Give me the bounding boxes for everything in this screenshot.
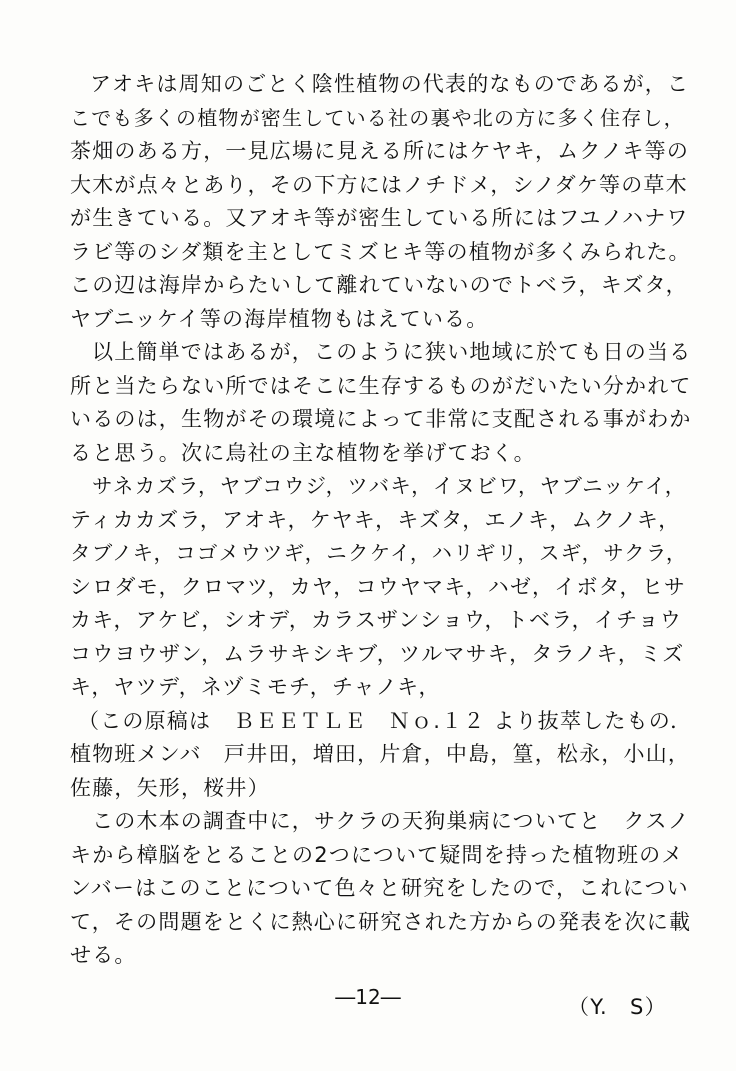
page-number: ―12― xyxy=(335,985,401,1009)
p3-line-5: せる。 xyxy=(70,943,137,967)
p2-line-1: 以上簡単ではあるが，このように狭い地域に於ても日の当る xyxy=(92,340,692,364)
note-line-3: 佐藤，矢形，桜井） xyxy=(70,775,270,800)
p1-line-1: アオキは周知のごとく陰性植物の代表的なものであるが，こ xyxy=(90,72,690,96)
plants-line-6: コウヨウザン，ムラサキシキブ，ツルマサキ，タラノキ，ミズ xyxy=(70,641,685,666)
p3-line-1: この木本の調査中に，サクラの天狗巣病についてと クスノ xyxy=(92,809,690,833)
plants-line-1: サネカズラ，ヤブコウジ，ツバキ，イヌビワ，ヤブニッケイ， xyxy=(92,474,687,498)
p1-line-7: この辺は海岸からたいして離れていないのでトベラ，キズタ， xyxy=(70,273,688,297)
p2-line-2: 所と当たらない所ではそこに生存するものがだいたい分かれて xyxy=(70,373,692,398)
p1-line-2: こでも多くの植物が密生している社の裏や北の方に多く住存し， xyxy=(70,105,685,130)
p1-line-4: 大木が点々とあり，その下方にはノチドメ，シノダケ等の草木 xyxy=(70,172,688,197)
p3-line-2: キから樟脳をとることの2つについて疑問を持った植物班のメ xyxy=(70,842,684,867)
plants-line-5: カキ，アケビ，シオデ，カラスザンショウ，トベラ，イチョウ xyxy=(70,608,683,632)
p2-line-4: ると思う。次に烏社の主な植物を挙げておく。 xyxy=(70,440,536,465)
p1-line-3: 茶畑のある方，一見広場に見える所にはケヤキ，ムクノキ等の xyxy=(70,139,690,163)
p3-line-4: て，その問題をとくに熱心に研究された方からの発表を次に載 xyxy=(70,909,692,934)
p1-line-5: が生きている。又アオキ等が密生している所にはフユノハナワ xyxy=(70,206,689,230)
p3-line-3: ンバーはこのことについて色々と研究をしたので，これについ xyxy=(70,876,689,900)
plants-line-3: タブノキ，コゴメウツギ，ニクケイ，ハリギリ，スギ，サクラ， xyxy=(70,541,688,565)
plants-line-7: キ，ヤツデ，ネヅミモチ，チャノキ， xyxy=(70,675,441,699)
p1-line-8: ヤブニッケイ等の海岸植物もはえている。 xyxy=(70,306,489,331)
plants-line-2: ティカカズラ，アオキ，ケヤキ，キズタ，エノキ，ムクノキ， xyxy=(70,507,681,532)
signature: （Y. S） xyxy=(568,994,667,1019)
p1-line-6: ラビ等のシダ類を主としてミズヒキ等の植物が多くみられた。 xyxy=(70,239,691,264)
plants-line-4: シロダモ，クロマツ，カヤ，コウヤマキ，ハゼ，イボタ，ヒサ xyxy=(70,574,687,599)
p2-line-3: いるのは，生物がその環境によって非常に支配される事がわか xyxy=(70,407,692,431)
note-line-1: （この原稿は ＢＥＥＴＬＥ Ｎｏ.１２ より抜萃したもの． xyxy=(78,708,693,733)
note-line-2: 植物班メンバ 戸井田，増田，片倉，中島，篁，松永，小山， xyxy=(70,742,691,766)
